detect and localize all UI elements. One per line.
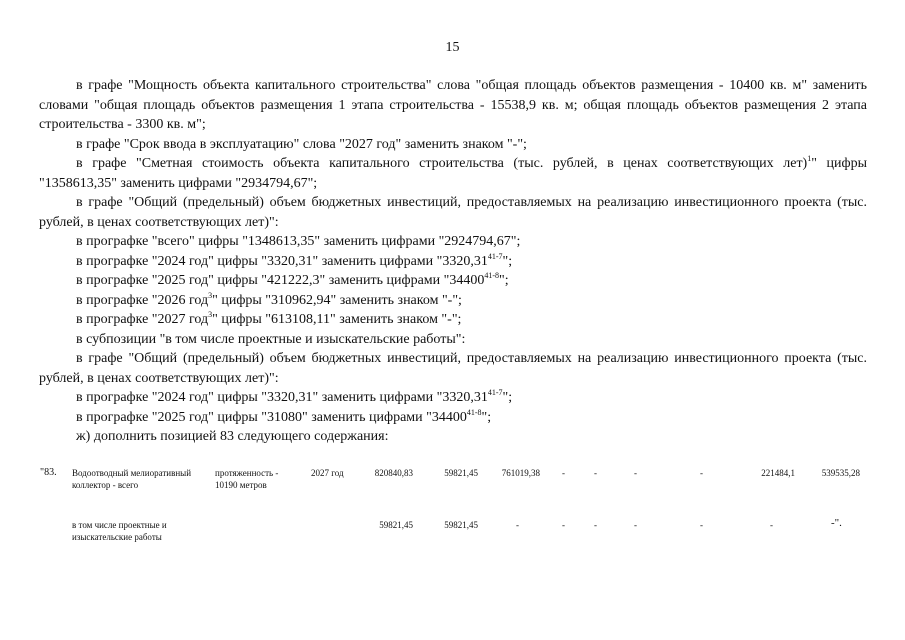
table-cell: - xyxy=(634,520,637,530)
table-cell: - xyxy=(562,468,565,478)
table-cell: 539535,28 xyxy=(821,468,860,478)
table-cell: - xyxy=(594,468,597,478)
table-cell: 221484,1 xyxy=(761,468,795,478)
object-capacity: протяженность - 10190 метров xyxy=(215,468,279,490)
paragraph: в прографке "2025 год" цифры "31080" заменить цифрами "34400$^{41-8}$"; xyxy=(76,407,492,425)
paragraph: в графе "Мощность объекта капитального строительства" слова "общая площадь объектов размещения - 10400 кв. м" заменить словами "общая площадь объектов размещения 1 этапа строительства - 15538,9 кв. м; общая площадь объектов размещения 2 этапа строительства - 3300 кв. м"; xyxy=(39,78,867,132)
table-cell: - xyxy=(516,520,519,530)
table-cell: 59821,45 xyxy=(379,520,413,530)
paragraph: в прографке "2026 год$^3$" цифры "310962,94" заменить знаком "-"; xyxy=(76,290,462,308)
paragraph: в субпозиции "в том числе проектные и изыскательские работы": xyxy=(76,331,466,347)
table-cell: - xyxy=(562,520,565,530)
table-cell: - xyxy=(700,520,703,530)
subposition-name: в том числе проектные и изыскательские работы xyxy=(72,520,167,542)
table-cell: 59821,45 xyxy=(444,520,478,530)
paragraph: в графе "Общий (предельный) объем бюджетных инвестиций, предоставляемых на реализацию инвестиционного проекта (тыс. рублей, в ценах соответствующих лет)": xyxy=(39,351,867,386)
paragraph: в прографке "всего" цифры "1348613,35" заменить цифрами "2924794,67"; xyxy=(76,234,521,249)
object-name: Водоотводный мелиоративный коллектор - всего xyxy=(72,468,192,490)
paragraph: в графе "Общий (предельный) объем бюджетных инвестиций, предоставляемых на реализацию инвестиционного проекта (тыс. рублей, в ценах соответствующих лет)": xyxy=(39,195,867,230)
paragraph: в прографке "2024 год" цифры "3320,31" заменить цифрами "3320,31$^{41-7}$"; xyxy=(76,251,513,269)
paragraph: в графе "Сметная стоимость объекта капитального строительства (тыс. рублей, в ценах соответствующих лет)$^1$" цифры "1358613,35" заменить цифрами "2934794,67"; xyxy=(39,154,867,191)
table-cell: 761019,38 xyxy=(501,468,540,478)
paragraph: в прографке "2024 год" цифры "3320,31" заменить цифрами "3320,31$^{41-7}$"; xyxy=(76,388,513,405)
table-cell: 59821,45 xyxy=(444,468,478,478)
table-cell: - xyxy=(770,520,773,530)
commission-year: 2027 год xyxy=(311,468,344,478)
position-number: "83. xyxy=(40,467,57,478)
page-number: 15 xyxy=(445,40,460,55)
paragraph: в прографке "2025 год" цифры "421222,3" заменить цифрами "34400$^{41-8}$"; xyxy=(76,271,509,288)
table-cell: - xyxy=(634,468,637,478)
table-cell: 820840,83 xyxy=(374,468,413,478)
paragraph: в прографке "2027 год$^3$" цифры "613108,11" заменить знаком "-"; xyxy=(76,310,462,327)
closing-quote: -". xyxy=(831,517,842,529)
table-cell: - xyxy=(594,520,597,530)
paragraph: ж) дополнить позицией 83 следующего содержания: xyxy=(76,429,389,444)
table-cell: - xyxy=(700,468,703,478)
paragraph: в графе "Срок ввода в эксплуатацию" слова "2027 год" заменить знаком "-"; xyxy=(76,136,527,152)
